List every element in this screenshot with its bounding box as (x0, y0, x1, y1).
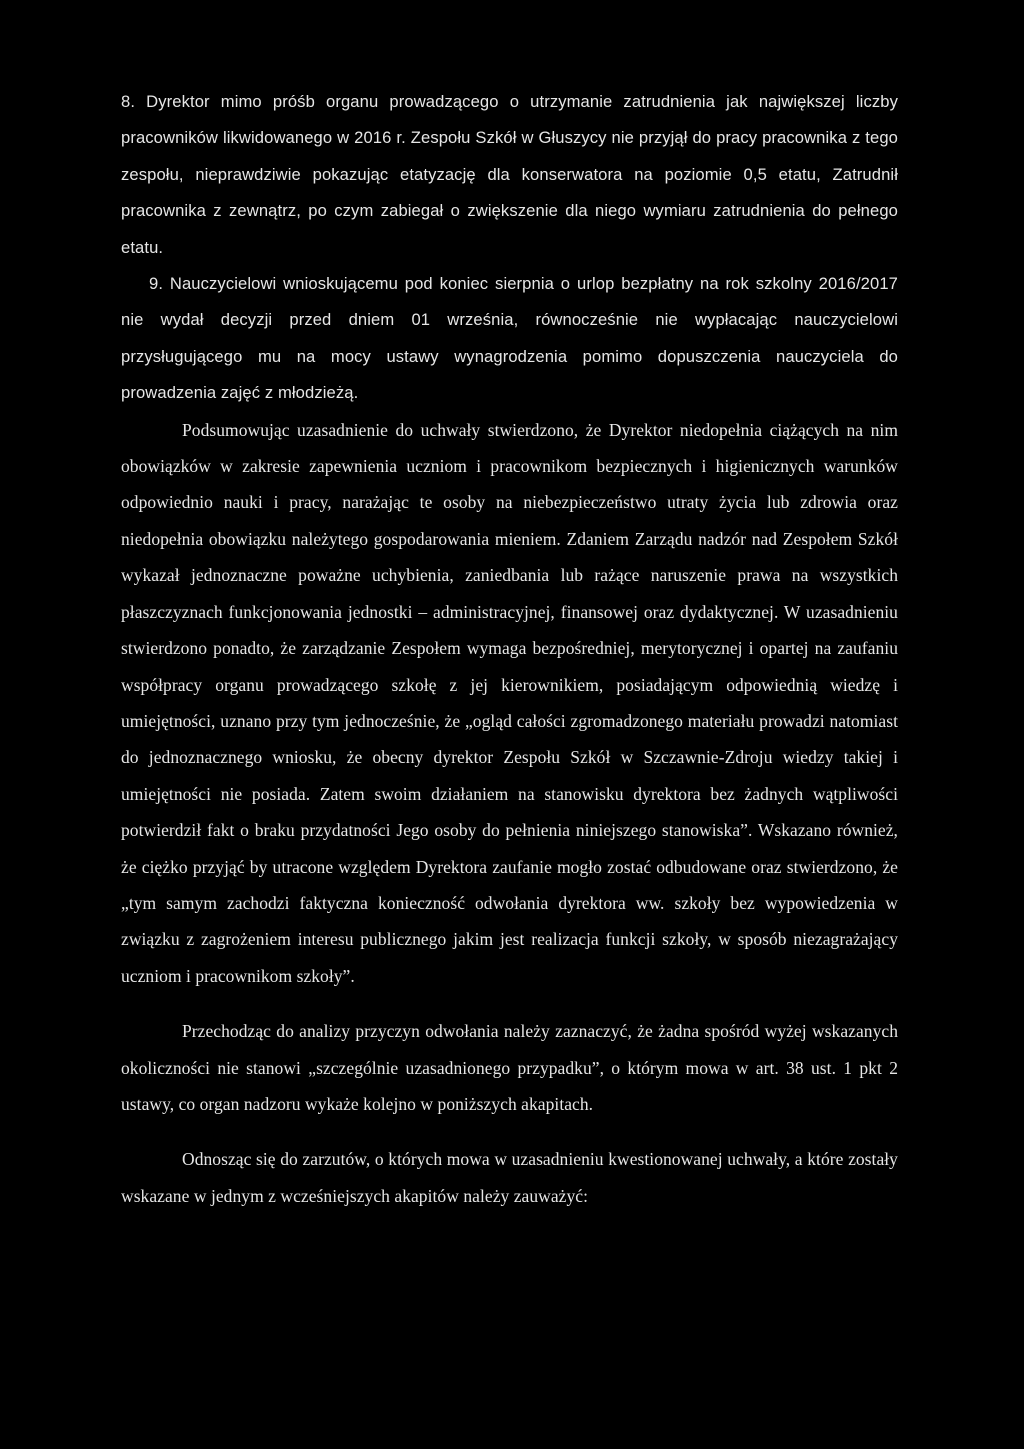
document-body (121, 84, 898, 1214)
paragraph-item-9: 9. Nauczycielowi wnioskującemu pod koniec sierpnia o urlop bezpłatny na rok szkolny 2016/2017 nie wydał decyzji przed dniem 01 września, równocześnie nie wypłacając nauczycielowi przysługującego mu na mocy ustawy wynagrodzenia pomimo dopuszczenia nauczyciela do prowadzenia zajęć z młodzieżą. (121, 274, 898, 403)
closing-paragraph: Odnosząc się do zarzutów, o których mowa w uzasadnieniu kwestionowanej uchwały, a które zostały wskazane w jednym z wcześniejszych akapitów należy zauważyć: (121, 1149, 898, 1206)
summary-paragraph: Podsumowując uzasadnienie do uchwały stwierdzono, że Dyrektor niedopełnia ciążących na nim obowiązków w zakresie zapewnienia uczniom i pracownikom bezpiecznych i higienicznych warunków odpowiednio nauki i pracy, narażając te osoby na niebezpieczeństwo utraty życia lub zdrowia oraz niedopełnia obowiązku należytego gospodarowania mieniem. Zdaniem Zarządu nadzór nad Zespołem Szkół wykazał jednoznaczne poważne uchybienia, zaniedbania lub rażące naruszenie prawa na wszystkich płaszczyznach funkcjonowania jednostki – administracyjnej, finansowej oraz dydaktycznej. W uzasadnieniu stwierdzono ponadto, że zarządzanie Zespołem wymaga bezpośredniej, merytorycznej i opartej na zaufaniu współpracy organu prowadzącego szkołę z jej kierownikiem, posiadającym odpowiednią wiedzę i umiejętności, uznano przy tym jednocześnie, że „ogląd całości zgromadzonego materiału prowadzi natomiast do jednoznacznego wniosku, że obecny dyrektor Zespołu Szkół w Szczawnie-Zdroju wiedzy takiej i umiejętności nie posiada. Zatem swoim działaniem na stanowisku dyrektora bez żadnych wątpliwości potwierdził fakt o braku przydatności Jego osoby do pełnienia niniejszego stanowiska”. Wskazano również, że ciężko przyjąć by utracone względem Dyrektora zaufanie mogło zostać odbudowane oraz stwierdzono, że „tym samym zachodzi faktyczna konieczność odwołania dyrektora ww. szkoły bez wypowiedzenia w związku z zagrożeniem interesu publicznego jakim jest realizacja funkcji szkoły, w sposób niezagrażający uczniom i pracownikom szkoły”. (121, 419, 898, 986)
paragraph-item-8: 8. Dyrektor mimo próśb organu prowadzącego o utrzymanie zatrudnienia jak największej liczby pracowników likwidowanego w 2016 r. Zespołu Szkół w Głuszycy nie przyjął do pracy pracownika z tego zespołu, nieprawdziwie pokazując etatyzację dla konserwatora na poziomie 0,5 etatu, Zatrudnił pracownika z zewnątrz, po czym zabiegał o zwiększenie dla niego wymiaru zatrudnienia do pełnego etatu. (121, 92, 898, 257)
analysis-paragraph: Przechodząc do analizy przyczyn odwołania należy zaznaczyć, że żadna spośród wyżej wskazanych okoliczności nie stanowi „szczególnie uzasadnionego przypadku”, o którym mowa w art. 38 ust. 1 pkt 2 ustawy, co organ nadzoru wykaże kolejno w poniższych akapitach. (121, 1021, 898, 1114)
